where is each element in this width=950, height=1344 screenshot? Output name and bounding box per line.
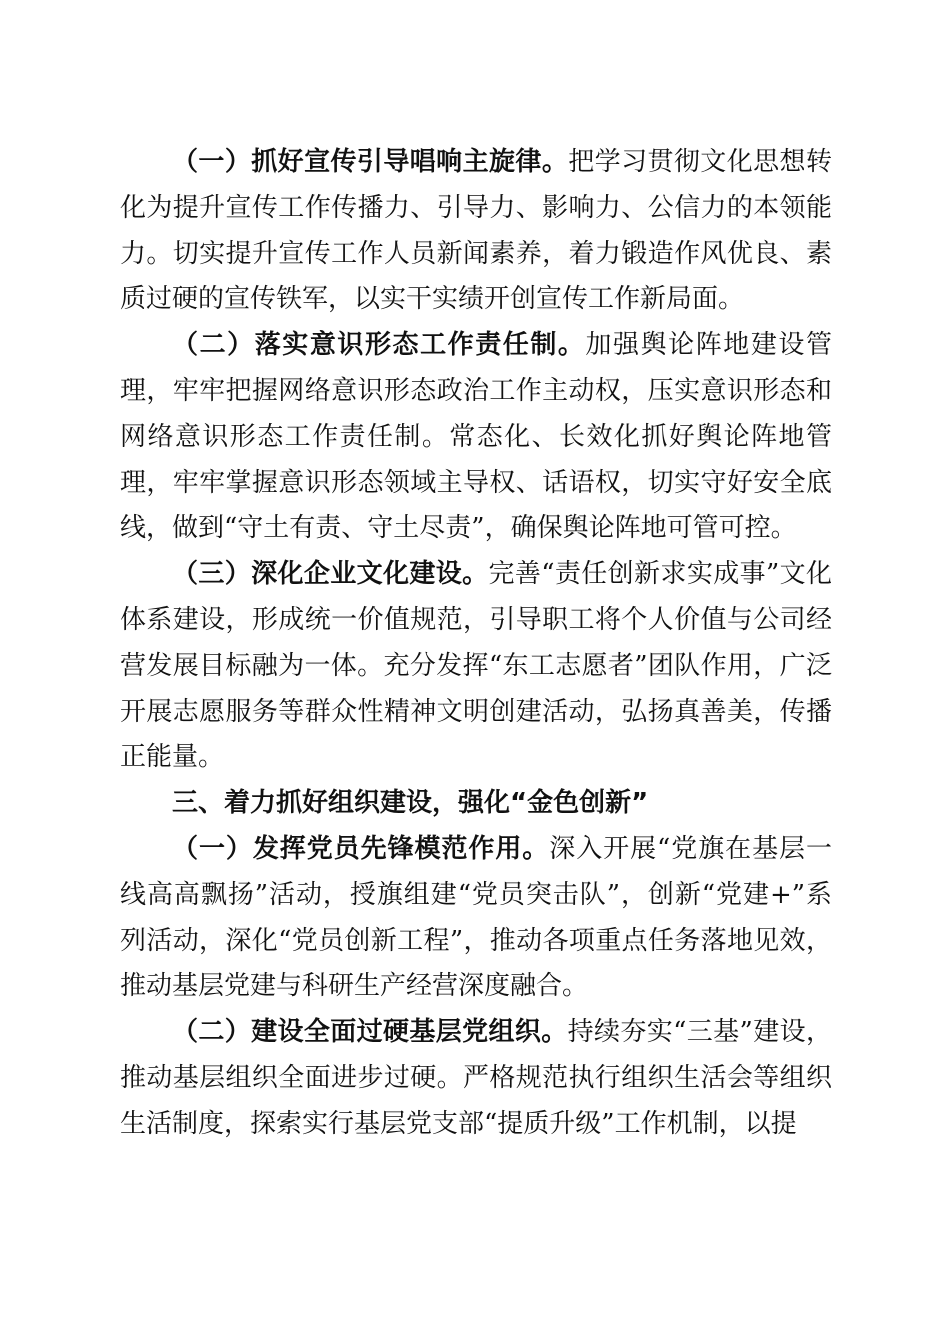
section-heading: 三、着力抓好组织建设，强化“金色创新” — [172, 788, 649, 819]
paragraph-body: 深入开展“党旗在基层一线高高飘扬”活动，授旗组建“党员突击队”，创新“党建+”系列活动，深化“党员创新工程”，推动各项重点任务落地见效，推动基层党建与科研生产经营深度融合。 — [120, 833, 832, 1002]
paragraph-corporate-culture — [120, 552, 832, 781]
paragraph-lead: （二）建设全面过硬基层党组织。 — [172, 1017, 568, 1048]
paragraph-party-members — [120, 827, 832, 1010]
paragraph-party-organization — [120, 1010, 832, 1147]
paragraph-ideology — [120, 323, 832, 552]
paragraph-lead: （三）深化企业文化建设。 — [172, 559, 489, 590]
paragraph-lead: （一）发挥党员先锋模范作用。 — [172, 833, 550, 864]
paragraph-body: 加强舆论阵地建设管理，牢牢把握网络意识形态政治工作主动权，压实意识形态和网络意识形态工作责任制。常态化、长效化抓好舆论阵地管理，牢牢掌握意识形态领域主导权、话语权，切实守好安全底线，做到“守土有责、守土尽责”，确保舆论阵地可管可控。 — [120, 330, 832, 544]
paragraph-lead: （一）抓好宣传引导唱响主旋律。 — [172, 147, 569, 177]
paragraph-body: 持续夯实“三基”建设，推动基层组织全面进步过硬。严格规范执行组织生活会等组织生活制度，探索实行基层党支部“提质升级”工作机制，以提 — [120, 1017, 832, 1139]
paragraph-propaganda — [120, 140, 832, 323]
paragraph-lead: （二）落实意识形态工作责任制。 — [172, 330, 586, 361]
document-page — [120, 140, 832, 1148]
paragraph-body: 完善“责任创新求实成事”文化体系建设，形成统一价值规范，引导职工将个人价值与公司经营发展目标融为一体。充分发挥“东工志愿者”团队作用，广泛开展志愿服务等群众性精神文明创建活动，弘扬真善美，传播正能量。 — [120, 559, 832, 773]
paragraph-body: 把学习贯彻文化思想转化为提升宣传工作传播力、引导力、影响力、公信力的本领能力。切实提升宣传工作人员新闻素养，着力锻造作风优良、素质过硬的宣传铁军，以实干实绩开创宣传工作新局面。 — [120, 147, 832, 315]
